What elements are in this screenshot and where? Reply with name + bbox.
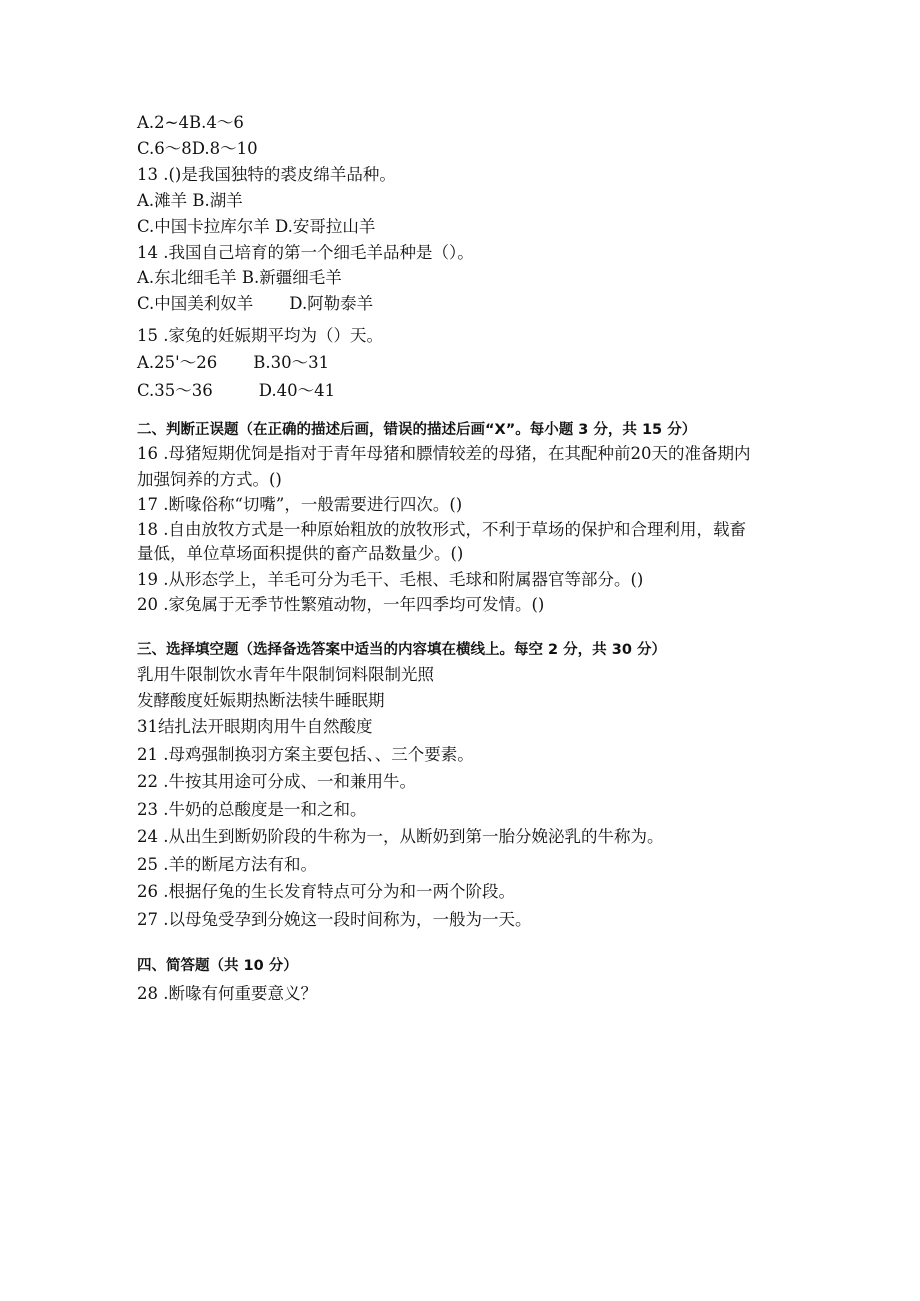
q15-option-d: D.40～41 [258, 381, 336, 400]
q14-options-ab: A.东北细毛羊 B.新疆细毛羊 [137, 268, 342, 287]
question-16-cont: 加强饲养的方式。() [137, 470, 282, 489]
question-20: 20 .家兔属于无季节性繁殖动物，一年四季均可发情。() [137, 595, 545, 614]
question-28: 28 .断喙有何重要意义？ [137, 984, 317, 1003]
question-22: 22 .牛按其用途可分成、一和兼用牛。 [137, 772, 416, 791]
section-4-heading: 四、简答题（共 10 分） [137, 958, 298, 974]
question-19: 19 .从形态学上，羊毛可分为毛干、毛根、毛球和附属器官等部分。() [137, 570, 644, 589]
question-25: 25 .羊的断尾方法有和。 [137, 855, 317, 874]
q12-options-ab: A.2~4B.4～6 [137, 113, 244, 132]
question-24: 24 .从出生到断奶阶段的牛称为一，从断奶到第一胎分娩泌乳的牛称为。 [137, 827, 664, 846]
question-18-cont: 量低，单位草场面积提供的畜产品数量少。() [137, 544, 464, 563]
q15-option-b: B.30～31 [253, 353, 330, 372]
q13-options-cd: C.中国卡拉库尔羊 D.安哥拉山羊 [137, 217, 376, 236]
question-26: 26 .根据仔兔的生长发育特点可分为和一两个阶段。 [137, 882, 515, 901]
question-13: 13 .()是我国独特的裘皮绵羊品种。 [137, 165, 396, 184]
question-23: 23 .牛奶的总酸度是一和之和。 [137, 800, 367, 819]
word-bank-line-2: 发酵酸度妊娠期热断法犊牛睡眠期 [137, 691, 385, 710]
word-bank-line-3: 31结扎法开眼期肉用牛自然酸度 [137, 717, 373, 736]
q14-option-c: C.中国美利奴羊 [137, 294, 254, 313]
question-15: 15 .家兔的妊娠期平均为（）天。 [137, 326, 383, 345]
question-14: 14 .我国自己培育的第一个细毛羊品种是（）。 [137, 243, 474, 262]
question-18: 18 .自由放牧方式是一种原始粗放的放牧形式，不利于草场的保护和合理利用，载畜 [137, 520, 746, 539]
section-3-heading: 三、选择填空题（选择备选答案中适当的内容填在横线上。每空 2 分，共 30 分） [137, 642, 666, 658]
q13-options-ab: A.滩羊 B.湖羊 [137, 191, 243, 210]
question-21: 21 .母鸡强制换羽方案主要包括、、三个要素。 [137, 745, 474, 764]
word-bank-line-1: 乳用牛限制饮水青年牛限制饲料限制光照 [137, 665, 434, 684]
q14-options-cd [137, 293, 373, 315]
q15-options-cd [137, 380, 335, 402]
q15-option-c: C.35～36 [137, 381, 213, 400]
question-17: 17 .断喙俗称“切嘴”，一般需要进行四次。() [137, 495, 463, 514]
question-16: 16 .母猪短期优饲是指对于青年母猪和膘情较差的母猪，在其配种前20天的准备期内 [137, 444, 751, 463]
q15-option-a: A.25'～26 [137, 353, 218, 372]
q14-option-d: D.阿勒泰羊 [289, 294, 374, 313]
q15-options-ab [137, 352, 329, 374]
question-27: 27 .以母兔受孕到分娩这一段时间称为，一般为一天。 [137, 910, 532, 929]
q12-options-cd: C.6～8D.8～10 [137, 139, 258, 158]
section-2-heading: 二、判断正误题（在正确的描述后画，错误的描述后画“X”。每小题 3 分，共 15 分） [137, 422, 697, 438]
